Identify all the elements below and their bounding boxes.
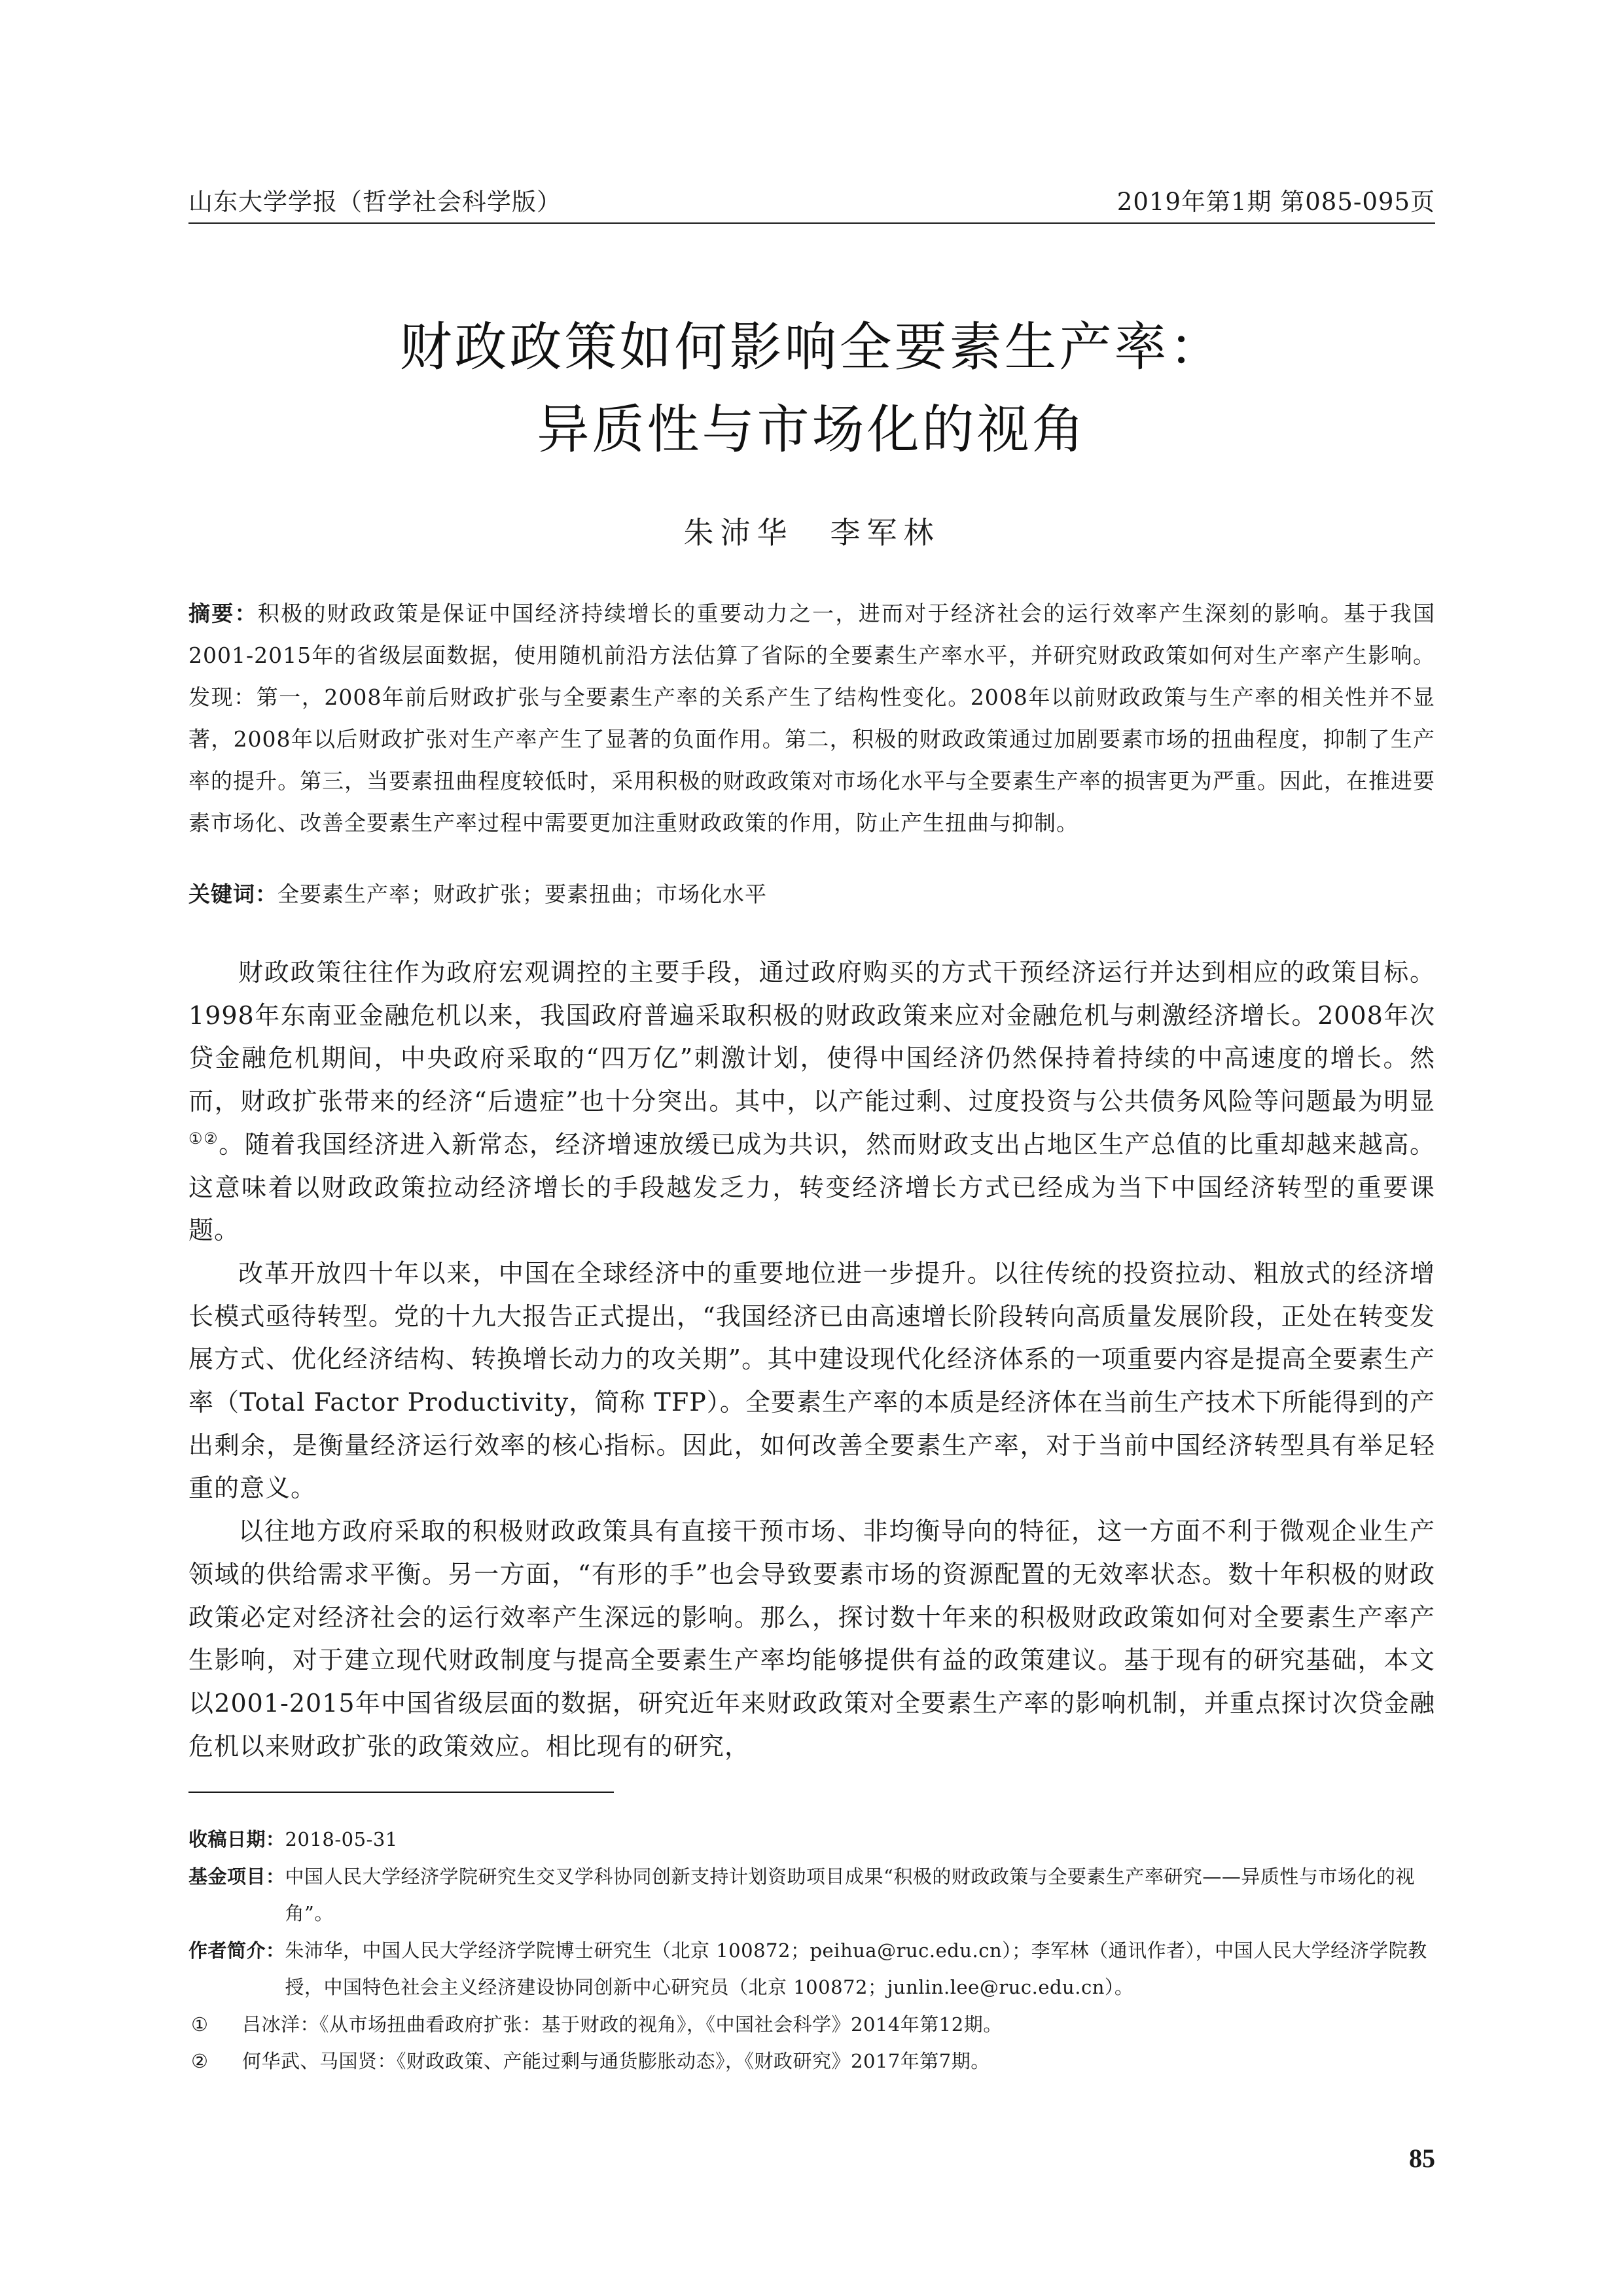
running-header bbox=[188, 182, 1435, 217]
abstract bbox=[188, 593, 1435, 844]
received-date-note bbox=[188, 1821, 1435, 1858]
author-bio-note bbox=[188, 1932, 1435, 2006]
footnote-rule bbox=[188, 1792, 614, 1793]
author-list: 朱沛华 李军林 bbox=[683, 515, 940, 550]
body-text bbox=[188, 951, 1435, 1768]
paragraph: 以往地方政府采取的积极财政政策具有直接干预市场、非均衡导向的特征，这一方面不利于微观企业生产领域的供给需求平衡。另一方面，“有形的手”也会导致要素市场的资源配置的无效率状态。数十年积极的财政政策必定对经济社会的运行效率产生深远的影响。那么，探讨数十年来的积极财政政策如何对全要素生产率产生影响，对于建立现代财政制度与提高全要素生产率均能够提供有益的政策建议。基于现有的研究基础，本文以2001-2015年中国省级层面的数据，研究近年来财政政策对全要素生产率的影响机制，并重点探讨次贷金融危机以来财政扩张的政策效应。相比现有的研究， bbox=[188, 1517, 1435, 1761]
received-date-label: 收稿日期： bbox=[188, 1828, 285, 1850]
article-title bbox=[188, 306, 1435, 471]
fund-note bbox=[188, 1858, 1435, 1932]
paragraph-text: 财政政策往往作为政府宏观调控的主要手段，通过政府购买的方式干预经济运行并达到相应的政策目标。1998年东南亚金融危机以来，我国政府普遍采取积极的财政政策来应对金融危机与刺激经济增长。2008年次贷金融危机期间，中央政府采取的“四万亿”刺激计划，使得中国经济仍然保持着持续的中高速度的增长。然而，财政扩张带来的经济“后遗症”也十分突出。其中，以产能过剩、过度投资与公共债务风险等问题最为明显 bbox=[188, 958, 1435, 1116]
journal-name: 山东大学学报（哲学社会科学版） bbox=[188, 188, 562, 216]
header-rule bbox=[188, 222, 1435, 224]
footnote-mark: ① bbox=[191, 2013, 209, 2036]
paragraph bbox=[188, 951, 1435, 1252]
paragraph: 改革开放四十年以来，中国在全球经济中的重要地位进一步提升。以往传统的投资拉动、粗放式的经济增长模式亟待转型。党的十九大报告正式提出，“我国经济已由高速增长阶段转向高质量发展阶段，正处在转变发展方式、优化经济结构、转换增长动力的攻关期”。其中建设现代化经济体系的一项重要内容是提高全要素生产率（Total Factor Productivity，简称 TFP）。全要素生产率的本质是经济体在当前生产技术下所能得到的产出剩余，是衡量经济运行效率的核心指标。因此，如何改善全要素生产率，对于当前中国经济转型具有举足轻重的意义。 bbox=[188, 1258, 1435, 1503]
author-bio-text: 朱沛华，中国人民大学经济学院博士研究生（北京 100872；peihua@ruc.edu.cn）；李军林（通讯作者），中国人民大学经济学院教授，中国特色社会主义经济建设协同创新中心研究员（北京 100872；junlin.lee@ruc.edu.cn）。 bbox=[285, 1939, 1427, 1998]
footnote-2 bbox=[188, 2043, 1435, 2080]
keywords-text: 全要素生产率；财政扩张；要素扭曲；市场化水平 bbox=[277, 881, 767, 907]
title-line-1: 财政政策如何影响全要素生产率： bbox=[399, 317, 1224, 378]
keywords bbox=[188, 874, 1435, 915]
abstract-label: 摘要： bbox=[188, 601, 258, 626]
footnotes-area bbox=[188, 1821, 1435, 2080]
footnote-reference[interactable]: ①② bbox=[188, 1129, 219, 1148]
fund-label: 基金项目： bbox=[188, 1865, 285, 1888]
page-number: 85 bbox=[1409, 2144, 1435, 2173]
paragraph-text: 。随着我国经济进入新常态，经济增速放缓已成为共识，然而财政支出占地区生产总值的比重却越来越高。这意味着以财政政策拉动经济增长的手段越发乏力，转变经济增长方式已经成为当下中国经济转型的重要课题。 bbox=[188, 1129, 1435, 1245]
footnote-text: 吕冰洋：《从市场扭曲看政府扩张：基于财政的视角》，《中国社会科学》2014年第12期。 bbox=[242, 2013, 1003, 2036]
author-bio-label: 作者简介： bbox=[188, 1939, 285, 1962]
footnote-mark: ② bbox=[191, 2050, 209, 2072]
title-line-2: 异质性与市场化的视角 bbox=[537, 399, 1087, 460]
fund-text: 中国人民大学经济学院研究生交叉学科协同创新支持计划资助项目成果“积极的财政政策与全要素生产率研究——异质性与市场化的视角”。 bbox=[285, 1865, 1415, 1924]
abstract-text: 积极的财政政策是保证中国经济持续增长的重要动力之一，进而对于经济社会的运行效率产生深刻的影响。基于我国2001-2015年的省级层面数据，使用随机前沿方法估算了省际的全要素生产率水平，并研究财政政策如何对生产率产生影响。发现：第一，2008年前后财政扩张与全要素生产率的关系产生了结构性变化。2008年以前财政政策与生产率的相关性并不显著，2008年以后财政扩张对生产率产生了显著的负面作用。第二，积极的财政政策通过加剧要素市场的扭曲程度，抑制了生产率的提升。第三，当要素扭曲程度较低时，采用积极的财政政策对市场化水平与全要素生产率的损害更为严重。因此，在推进要素市场化、改善全要素生产率过程中需要更加注重财政政策的作用，防止产生扭曲与抑制。 bbox=[188, 601, 1436, 836]
footnote-text: 何华武、马国贤：《财政政策、产能过剩与通货膨胀动态》，《财政研究》2017年第7期。 bbox=[242, 2050, 990, 2072]
issue-info: 2019年第1期 第085-095页 bbox=[1116, 188, 1435, 216]
footnote-1 bbox=[188, 2006, 1435, 2043]
received-date: 2018-05-31 bbox=[285, 1828, 398, 1850]
keywords-label: 关键词： bbox=[188, 881, 277, 907]
